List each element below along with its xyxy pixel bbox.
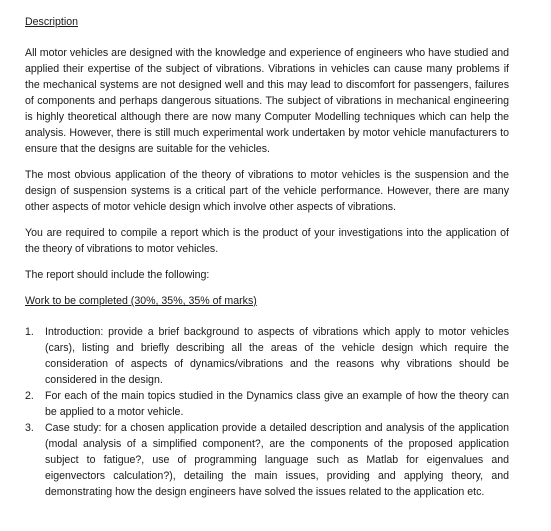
task-text: Case study: for a chosen application provide a detailed description and analysis of the application (modal analysis of a simplified component?, are the components of the proposed application subject to fatigue?, use of programming language such as Matlab for eigenvalues and eigenvectors calculation?), detailing the main issues, providing and applying theory, and demonstrating how the design engineers have solved the issues related to the application etc. — [45, 422, 509, 498]
task-list — [25, 324, 509, 500]
list-item — [25, 388, 509, 420]
report-requirement-paragraph: You are required to compile a report which is the product of your investigations into the application of the theory of vibrations to motor vehicles. — [25, 227, 509, 255]
suspension-paragraph: The most obvious application of the theory of vibrations to motor vehicles is the suspension and the design of suspension systems is a critical part of the vehicle performance. However, there are many other aspects of motor vehicle design which involve other aspects of vibrations. — [25, 169, 509, 213]
report-include-paragraph: The report should include the following: — [25, 269, 210, 281]
list-item — [25, 324, 509, 388]
task-text: Introduction: provide a brief background to aspects of vibrations which apply to motor vehicles (cars), listing and briefly describing all the areas of the vehicle design which require the consideration of aspects of dynamics/vibrations and the reasons why vibrations should be considered in the design. — [45, 326, 509, 386]
list-item — [25, 420, 509, 500]
document-body — [25, 14, 509, 500]
task-number: 2. — [25, 390, 34, 402]
task-number: 3. — [25, 422, 34, 434]
task-text: For each of the main topics studied in the Dynamics class give an example of how the theory can be applied to a motor vehicle. — [45, 390, 509, 418]
intro-paragraph: All motor vehicles are designed with the knowledge and experience of engineers who have studied and applied their expertise of the subject of vibrations. Vibrations in vehicles can cause many problems if the mechanical systems are not designed well and this may lead to discomfort for passengers, failures of components and perhaps dangerous situations. The subject of vibrations in mechanical engineering is highly theoretical although there are now many Computer Modelling techniques which can help the analysis. However, there is still much experimental work undertaken by motor vehicle manufacturers to ensure that the designs are suitable for the vehicles. — [25, 47, 509, 155]
description-heading: Description — [25, 16, 78, 28]
work-heading: Work to be completed (30%, 35%, 35% of marks) — [25, 295, 257, 307]
task-number: 1. — [25, 326, 34, 338]
